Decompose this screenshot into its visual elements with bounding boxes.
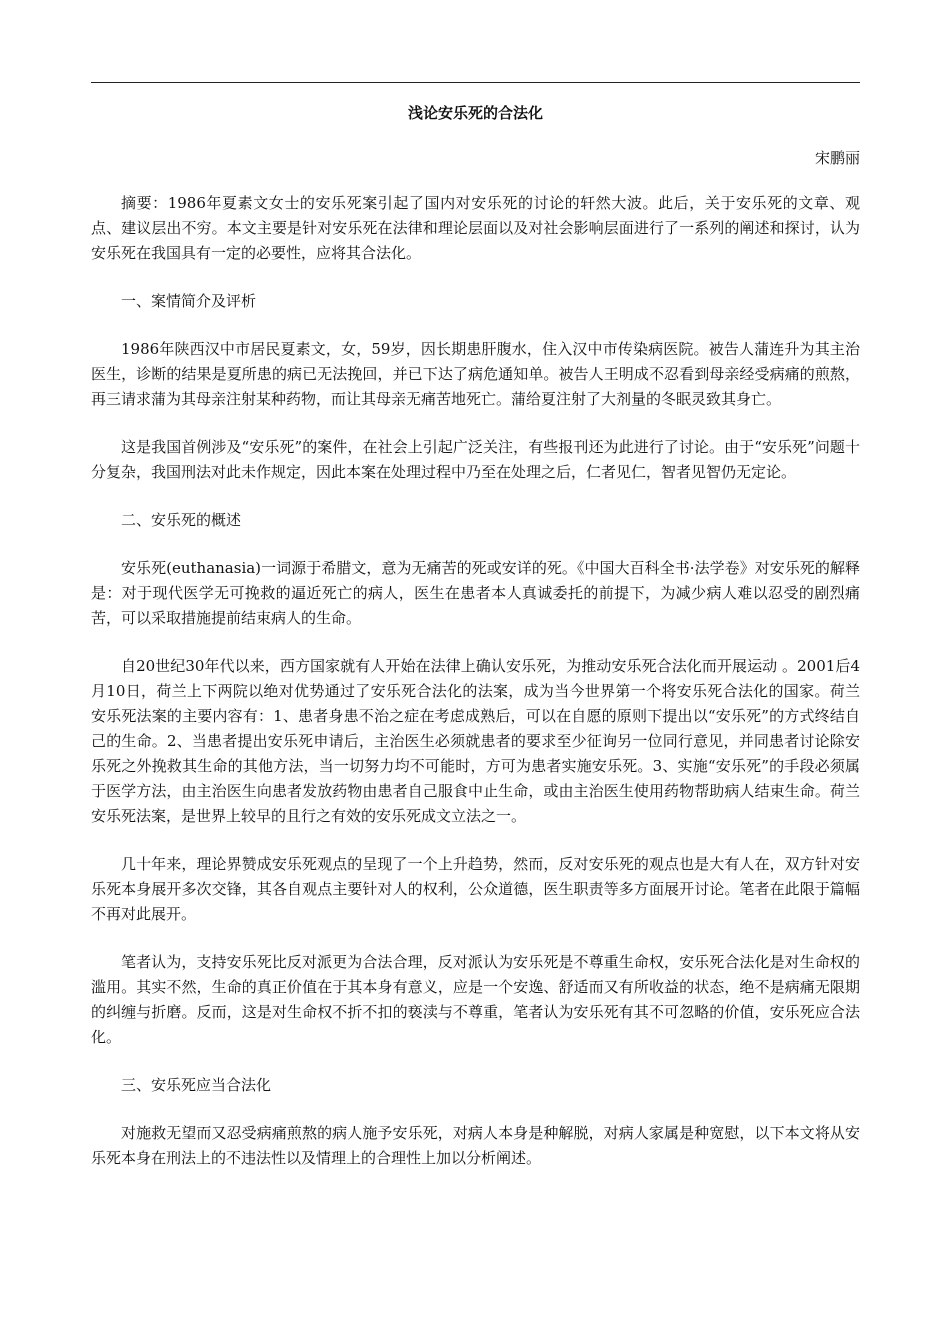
section-heading-1: 一、案情简介及评析 bbox=[121, 292, 257, 310]
body-paragraph: 自20世纪30年代以来，西方国家就有人开始在法律上确认安乐死，为推动安乐死合法化而开展运动 。2001后4月10日，荷兰上下两院以绝对优势通过了安乐死合法化的法案，成为当今世界第一个将安乐死合法化的国家。荷兰安乐死法案的主要内容有：1、患者身患不治之症在考虑成熟后，可以在自愿的原则下提出以“安乐死”的方式终结自己的生命。2、当患者提出安乐死申请后，主治医生必须就患者的要求至少征询另一位同行意见，并同患者讨论除安乐死之外挽救其生命的其他方法，当一切努力均不可能时，方可为患者实施安乐死。3、实施“安乐死”的手段必须属于医学方法，由主治医生向患者发放药物由患者自己服食中止生命，或由主治医生使用药物帮助病人结束生命。荷兰安乐死法案，是世界上较早的且行之有效的安乐死成文立法之一。 bbox=[91, 657, 860, 825]
document-body bbox=[91, 168, 860, 1171]
body-paragraph: 笔者认为，支持安乐死比反对派更为合法合理，反对派认为安乐死是不尊重生命权，安乐死合法化是对生命权的滥用。其实不然，生命的真正价值在于其本身有意义，应是一个安逸、舒适而又有所收益的状态，绝不是病痛无限期的纠缠与折磨。反而，这是对生命权不折不扣的亵渎与不尊重，笔者认为安乐死有其不可忽略的价值，安乐死应合法化。 bbox=[91, 953, 860, 1046]
header-rule bbox=[91, 82, 860, 83]
abstract-paragraph: 摘要：1986年夏素文女士的安乐死案引起了国内对安乐死的讨论的轩然大波。此后，关于安乐死的文章、观点、建议层出不穷。本文主要是针对安乐死在法律和理论层面以及对社会影响层面进行了一系列的阐述和探讨，认为安乐死在我国具有一定的必要性，应将其合法化。 bbox=[91, 194, 860, 262]
document-author: 宋鹏丽 bbox=[814, 149, 860, 167]
section-heading-3: 三、安乐死应当合法化 bbox=[121, 1076, 272, 1094]
body-paragraph: 安乐死(euthanasia)一词源于希腊文，意为无痛苦的死或安详的死。《中国大百科全书·法学卷》对安乐死的解释是：对于现代医学无可挽救的逼近死亡的病人，医生在患者本人真诚委托的前提下，为减少病人难以忍受的剧烈痛苦，可以采取措施提前结束病人的生命。 bbox=[91, 559, 860, 627]
body-paragraph: 几十年来，理论界赞成安乐死观点的呈现了一个上升趋势，然而，反对安乐死的观点也是大有人在，双方针对安乐死本身展开多次交锋，其各自观点主要针对人的权利，公众道德，医生职责等多方面展开讨论。笔者在此限于篇幅不再对此展开。 bbox=[91, 855, 860, 923]
document-title: 浅论安乐死的合法化 bbox=[407, 104, 543, 122]
body-paragraph: 对施救无望而又忍受病痛煎熬的病人施予安乐死，对病人本身是种解脱，对病人家属是种宽慰，以下本文将从安乐死本身在刑法上的不违法性以及情理上的合理性上加以分析阐述。 bbox=[91, 1124, 860, 1167]
section-heading-2: 二、安乐死的概述 bbox=[121, 511, 242, 529]
body-paragraph: 1986年陕西汉中市居民夏素文，女，59岁，因长期患肝腹水，住入汉中市传染病医院。被告人蒲连升为其主治医生，诊断的结果是夏所患的病已无法挽回，并已下达了病危通知单。被告人王明成不忍看到母亲经受病痛的煎熬，再三请求蒲为其母亲注射某种药物，而让其母亲无痛苦地死亡。蒲给夏注射了大剂量的冬眠灵致其身亡。 bbox=[91, 340, 860, 408]
body-paragraph: 这是我国首例涉及“安乐死”的案件，在社会上引起广泛关注，有些报刊还为此进行了讨论。由于“安乐死”问题十分复杂，我国刑法对此未作规定，因此本案在处理过程中乃至在处理之后，仁者见仁，智者见智仍无定论。 bbox=[91, 438, 860, 481]
